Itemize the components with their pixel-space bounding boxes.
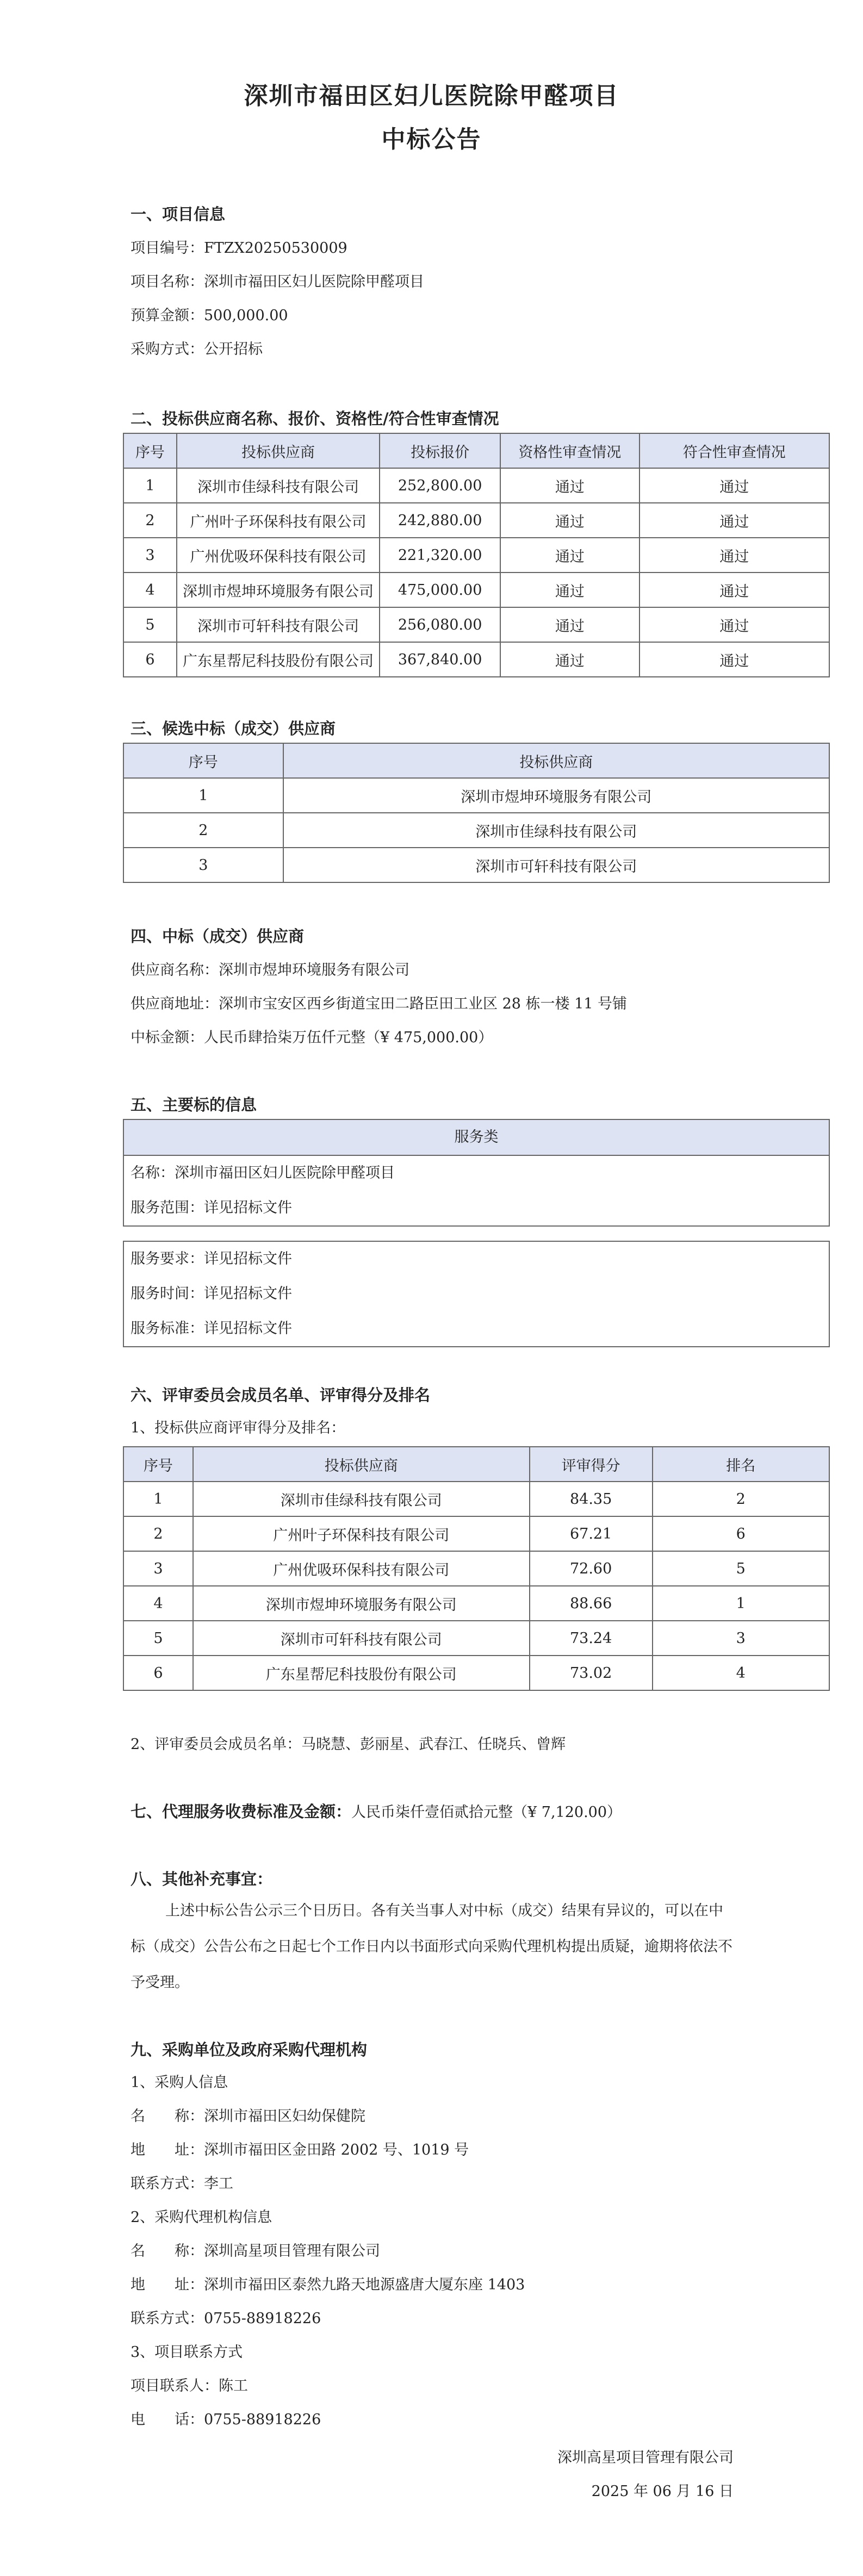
project-number: 项目编号：FTZX20250530009 [131, 240, 347, 257]
cell-compliance: 通过 [640, 468, 829, 503]
cell-supplier: 深圳市可轩科技有限公司 [177, 607, 380, 642]
cell-qualification: 通过 [500, 538, 640, 573]
cell-supplier: 广州叶子环保科技有限公司 [177, 503, 380, 538]
purchaser-name: 名 称：深圳市福田区妇幼保健院 [131, 2108, 365, 2125]
col-header-supplier: 投标供应商 [177, 433, 380, 468]
agency-contact: 联系方式：0755-88918226 [131, 2310, 321, 2327]
col-header-index: 序号 [123, 743, 283, 778]
cell-supplier: 广州优吸环保科技有限公司 [177, 538, 380, 573]
section-8-heading: 八、其他补充事宜： [131, 1870, 273, 1888]
cell-score: 73.24 [530, 1621, 653, 1656]
service-scope: 服务范围：详见招标文件 [131, 1199, 292, 1216]
project-name: 项目名称：深圳市福田区妇儿医院除甲醛项目 [131, 273, 424, 290]
cell-score: 88.66 [530, 1586, 653, 1621]
cell-bid-price: 367,840.00 [380, 642, 500, 677]
section-6-heading: 六、评审委员会成员名单、评审得分及排名 [131, 1386, 431, 1404]
col-header-bid-price: 投标报价 [380, 433, 500, 468]
winning-amount: 中标金额：人民币肆拾柒万伍仟元整（¥ 475,000.00） [131, 1029, 493, 1046]
service-standard: 服务标准：详见招标文件 [131, 1320, 292, 1337]
project-contact-person: 项目联系人：陈工 [131, 2378, 248, 2394]
cell-index: 2 [123, 503, 177, 538]
purchaser-contact: 联系方式：李工 [131, 2175, 233, 2192]
col-header-rank: 排名 [653, 1447, 830, 1482]
cell-index: 4 [123, 1586, 193, 1621]
score-ranking-table [123, 1446, 830, 1691]
cell-supplier: 广东星帮尼科技股份有限公司 [193, 1656, 530, 1690]
cell-supplier: 深圳市佳绿科技有限公司 [177, 468, 380, 503]
subject-name: 名称：深圳市福田区妇儿医院除甲醛项目 [131, 1165, 395, 1181]
cell-index: 6 [123, 642, 177, 677]
procurement-method: 采购方式：公开招标 [131, 341, 263, 358]
section-5-heading: 五、主要标的信息 [131, 1096, 257, 1114]
winner-name: 供应商名称：深圳市煜坤环境服务有限公司 [131, 962, 409, 979]
table-row [123, 607, 829, 642]
cell-supplier: 深圳市佳绿科技有限公司 [193, 1482, 530, 1516]
table-row [123, 642, 829, 677]
purchaser-info-heading: 1、采购人信息 [131, 2074, 228, 2091]
table-row [123, 1482, 829, 1516]
table-row [123, 538, 829, 573]
agency-address: 地 址：深圳市福田区泰然九路天地源盛唐大厦东座 1403 [131, 2276, 525, 2293]
service-fee-line [131, 1800, 622, 1822]
table-row [123, 1586, 829, 1621]
bid-review-table [123, 433, 830, 677]
cell-qualification: 通过 [500, 607, 640, 642]
service-category-header: 服务类 [124, 1120, 829, 1156]
cell-score: 72.60 [530, 1551, 653, 1586]
cell-score: 67.21 [530, 1516, 653, 1551]
cell-rank: 4 [653, 1656, 830, 1690]
cell-supplier: 广东星帮尼科技股份有限公司 [177, 642, 380, 677]
cell-qualification: 通过 [500, 642, 640, 677]
service-requirements: 服务要求：详见招标文件 [131, 1250, 292, 1267]
table-row [123, 1656, 829, 1690]
cell-index: 3 [123, 848, 283, 882]
cell-rank: 3 [653, 1621, 830, 1656]
service-details-box [123, 1241, 830, 1347]
candidate-table [123, 743, 830, 883]
section-3-heading: 三、候选中标（成交）供应商 [131, 719, 336, 738]
table-row [123, 1621, 829, 1656]
cell-bid-price: 252,800.00 [380, 468, 500, 503]
table-row [123, 468, 829, 503]
cell-index: 5 [123, 607, 177, 642]
cell-compliance: 通过 [640, 642, 829, 677]
section-9-heading: 九、采购单位及政府采购代理机构 [131, 2040, 368, 2059]
col-header-index: 序号 [123, 1447, 193, 1482]
table-row [123, 813, 829, 848]
cell-index: 3 [123, 1551, 193, 1586]
cell-index: 1 [123, 1482, 193, 1516]
section-7-heading: 七、代理服务收费标准及金额： [131, 1802, 352, 1821]
cell-supplier: 深圳市煜坤环境服务有限公司 [283, 778, 829, 813]
cell-index: 3 [123, 538, 177, 573]
col-header-index: 序号 [123, 433, 177, 468]
cell-supplier: 深圳市可轩科技有限公司 [193, 1621, 530, 1656]
document-title: 深圳市福田区妇儿医院除甲醛项目 [244, 82, 619, 110]
committee-members: 2、评审委员会成员名单：马晓慧、彭丽星、武春江、任晓兵、曾辉 [131, 1736, 566, 1753]
table-row [123, 573, 829, 607]
cell-index: 1 [123, 468, 177, 503]
cell-qualification: 通过 [500, 573, 640, 607]
cell-bid-price: 242,880.00 [380, 503, 500, 538]
cell-index: 4 [123, 573, 177, 607]
cell-index: 1 [123, 778, 283, 813]
service-fee-amount: 人民币柒仟壹佰贰拾元整（¥ 7,120.00） [351, 1804, 622, 1821]
cell-bid-price: 256,080.00 [380, 607, 500, 642]
section-4-heading: 四、中标（成交）供应商 [131, 927, 305, 945]
cell-index: 6 [123, 1656, 193, 1690]
service-time: 服务时间：详见招标文件 [131, 1285, 292, 1302]
table-row [123, 503, 829, 538]
cell-compliance: 通过 [640, 503, 829, 538]
scores-subheading: 1、投标供应商评审得分及排名： [131, 1420, 346, 1436]
cell-supplier: 广州优吸环保科技有限公司 [193, 1551, 530, 1586]
cell-index: 2 [123, 1516, 193, 1551]
col-header-qualification: 资格性审查情况 [500, 433, 640, 468]
cell-supplier: 广州叶子环保科技有限公司 [193, 1516, 530, 1551]
cell-qualification: 通过 [500, 503, 640, 538]
section-2-heading: 二、投标供应商名称、报价、资格性/符合性审查情况 [131, 409, 499, 428]
cell-index: 5 [123, 1621, 193, 1656]
section-1-heading: 一、项目信息 [131, 205, 226, 223]
cell-rank: 1 [653, 1586, 830, 1621]
cell-rank: 2 [653, 1482, 830, 1516]
winner-address: 供应商地址：深圳市宝安区西乡街道宝田二路臣田工业区 28 栋一楼 11 号铺 [131, 995, 628, 1012]
cell-rank: 5 [653, 1551, 830, 1586]
cell-score: 73.02 [530, 1656, 653, 1690]
project-phone: 电 话：0755-88918226 [131, 2411, 321, 2428]
cell-qualification: 通过 [500, 468, 640, 503]
cell-supplier: 深圳市佳绿科技有限公司 [283, 813, 829, 848]
table-row [123, 1516, 829, 1551]
cell-compliance: 通过 [640, 607, 829, 642]
cell-supplier: 深圳市煜坤环境服务有限公司 [177, 573, 380, 607]
cell-index: 2 [123, 813, 283, 848]
col-header-supplier: 投标供应商 [283, 743, 829, 778]
col-header-score: 评审得分 [530, 1447, 653, 1482]
cell-supplier: 深圳市煜坤环境服务有限公司 [193, 1586, 530, 1621]
cell-rank: 6 [653, 1516, 830, 1551]
agency-name: 名 称：深圳高星项目管理有限公司 [131, 2243, 380, 2260]
purchaser-address: 地 址：深圳市福田区金田路 2002 号、1019 号 [131, 2142, 469, 2158]
cell-compliance: 通过 [640, 573, 829, 607]
budget-amount: 预算金额：500,000.00 [131, 307, 288, 324]
footer-date: 2025 年 06 月 16 日 [591, 2483, 734, 2500]
table-row [123, 778, 829, 813]
footer-organization: 深圳高星项目管理有限公司 [557, 2449, 734, 2466]
col-header-supplier: 投标供应商 [193, 1447, 530, 1482]
supplementary-paragraph: 上述中标公告公示三个日历日。各有关当事人对中标（成交）结果有异议的，可以在中标（成交）公告公布之日起七个工作日内以书面形式向采购代理机构提出质疑，逾期将依法不予受理。 [131, 1902, 732, 1991]
agency-info-heading: 2、采购代理机构信息 [131, 2209, 272, 2226]
project-contact-heading: 3、项目联系方式 [131, 2344, 243, 2361]
col-header-compliance: 符合性审查情况 [640, 433, 829, 468]
cell-score: 84.35 [530, 1482, 653, 1516]
cell-bid-price: 475,000.00 [380, 573, 500, 607]
cell-compliance: 通过 [640, 538, 829, 573]
table-row [123, 1551, 829, 1586]
subject-info-box [123, 1119, 830, 1227]
cell-supplier: 深圳市可轩科技有限公司 [283, 848, 829, 882]
document-subtitle: 中标公告 [381, 126, 482, 153]
cell-bid-price: 221,320.00 [380, 538, 500, 573]
table-row [123, 848, 829, 882]
